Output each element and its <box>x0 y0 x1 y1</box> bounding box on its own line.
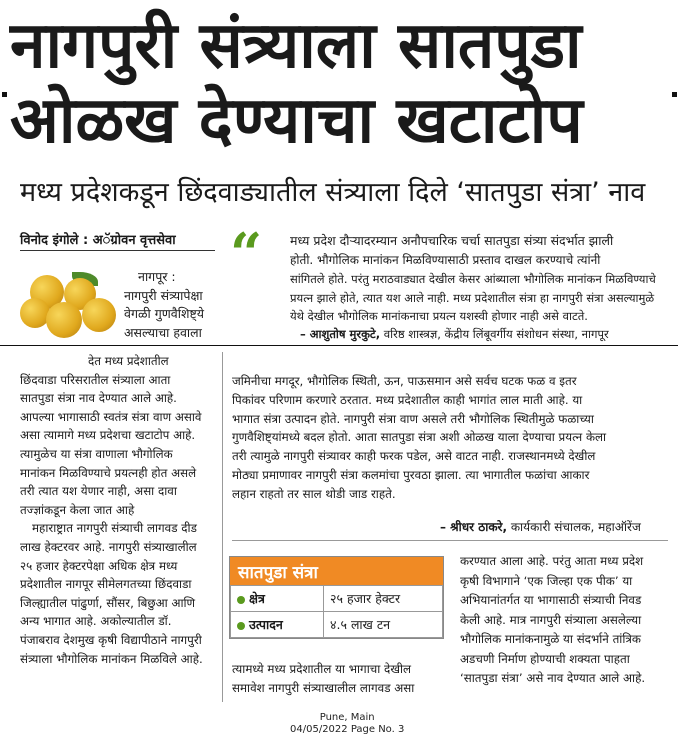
register-mark <box>2 92 7 97</box>
body-line: करण्यात आला आहे. परंतु आता मध्य प्रदेश <box>460 554 644 568</box>
body-line: अन्य भागात आहे. अकोल्यातील डॉ. <box>20 614 172 629</box>
body-line: मोठ्या प्रमाणावर नागपुरी संत्रा कलमांचा पुरवठा झाला. त्या भागातील फळांचा आकार <box>232 467 590 482</box>
center-attribution <box>440 518 641 535</box>
row-label: क्षेत्र <box>249 591 265 606</box>
quote-role: वरिष्ठ शास्त्रज्ञ, केंद्रीय लिंबूवर्गीय संशोधन संस्था, नागपूर <box>383 327 609 341</box>
body-line: तज्ज्ञांकडून केला जात आहे <box>20 502 135 517</box>
center-role: कार्यकारी संचालक, महाऑरेंज <box>510 520 641 534</box>
body-line: भागात संत्रा उत्पादन होते. नागपुरी संत्रा वाण असले तरी भौगोलिक स्थितीमुळे फळाच्या <box>232 411 594 426</box>
center-bottom <box>232 660 447 697</box>
body-line: पिकांवर परिणाम करणारे ठरतात. मध्य प्रदेशातील काही भागांत लाल माती आहे. या <box>232 392 583 407</box>
divider <box>20 250 215 251</box>
quote-line: मध्य प्रदेश दौऱ्यादरम्यान अनौपचारिक चर्चा सातपुडा संत्र्या संदर्भात झाली <box>290 233 614 248</box>
column-divider <box>222 352 223 702</box>
body-line: आपल्या भागासाठी स्वतंत्र संत्रा वाण असावे <box>20 409 202 424</box>
body-line: संत्र्याला भौगोलिक मानांकन मिळविले आहे. <box>20 651 203 666</box>
quote-line: प्रयत्न झाले होते, त्यात यश आले नाही. मध्य प्रदेशातील संत्रा हा नागपुरी संत्रा असल्यामुळे <box>290 290 655 305</box>
section-divider <box>0 345 678 346</box>
body-line: अडचणी निर्माण होण्याची शक्यता पाहता <box>460 651 630 666</box>
body-line: जिल्ह्यातील पांढुर्णा, सौंसर, बिछुआ आणि <box>20 595 196 610</box>
body-line: त्यामुळेच या संत्रा वाणाला भौगोलिक <box>20 446 173 461</box>
body-line: अभियानांतर्गत या भागासाठी संत्र्याची निवड <box>460 593 642 607</box>
headline-line-2: ओळख देण्याचा खटाटोप <box>10 84 583 158</box>
bullet-icon <box>237 622 245 630</box>
quote-block <box>290 251 665 270</box>
left-column <box>20 352 215 668</box>
infobox-title: सातपुडा संत्रा <box>230 557 443 585</box>
headline-line-1: नागपुरी संत्र्याला सातपुडा <box>10 9 582 83</box>
row-value: २५ हजार हेक्टर <box>324 586 443 612</box>
body-line: तरी त्यामुळे नागपुरी संत्र्यावर काही फरक पडेल, असे वाटत नाही. राजस्थानमध्ये देखील <box>232 449 596 464</box>
infobox <box>229 556 444 639</box>
body-line: प्रदेशातील नागपूर सीमेलगतच्या छिंदवाडा <box>20 577 192 592</box>
quote-line: येथे देखील भौगोलिक मानांकनाचा प्रयत्न यशस्वी होणार नाही असे वाटते. <box>290 309 588 324</box>
body-line: त्यामध्ये मध्य प्रदेशातील या भागाचा देखील <box>232 662 412 676</box>
body-line: देत मध्य प्रदेशातील <box>88 354 169 368</box>
page-footer <box>290 712 404 736</box>
body-line: असा त्यामागे मध्य प्रदेशचा खटाटोप आहे. <box>20 428 196 443</box>
row-label: उत्पादन <box>249 617 283 632</box>
body-line: मानांकन मिळविण्याचे प्रयत्नही होत असले <box>20 465 197 480</box>
byline: विनोद इंगोले : अॅग्रोवन वृत्तसेवा <box>20 233 176 248</box>
body-line: लाख हेक्टरवर आहे. नागपुरी संत्र्याखालील <box>20 539 197 554</box>
body-line: महाराष्ट्रात नागपुरी संत्र्याची लागवड दीड <box>32 521 197 536</box>
intro-line: नागपुरी संत्र्यापेक्षा <box>124 287 203 303</box>
body-line: केली आहे. मात्र नागपुरी संत्र्याला असलेल्या <box>460 612 642 627</box>
table-row <box>231 612 443 638</box>
orange-fruit <box>46 302 82 338</box>
center-column <box>232 372 668 504</box>
table-row <box>231 586 443 612</box>
quote-line: सांगितले होते. परंतु मराठवाड्यात देखील केसर आंब्याला भौगोलिक मानांकन मिळविण्याचे <box>290 272 656 286</box>
table-cell <box>231 612 324 638</box>
body-line: भौगोलिक मानांकनामुळे या संदर्भाने तांत्रिक <box>460 632 641 646</box>
quote-icon: “ <box>230 221 263 287</box>
bullet-icon <box>237 596 245 604</box>
body-line: ‘सातपुडा संत्रा’ असे नाव देण्यात आले आहे. <box>460 671 646 685</box>
body-line: कृषी विभागाने ‘एक जिल्हा एक पीक’ या <box>460 573 633 588</box>
body-line: तरी त्यात यश येणार नाही, असा दावा <box>20 484 177 499</box>
body-line: पंजाबराव देशमुख कृषी विद्यापीठाने नागपुरी <box>20 632 202 647</box>
quote-line: होती. भौगोलिक मानांकन मिळविण्यासाठी प्रस्ताव दाखल करण्याचे त्यांनी <box>290 253 601 267</box>
quote-block <box>290 270 668 326</box>
body-line: जमिनीचा मगदूर, भौगोलिक स्थिती, ऊन, पाऊसमान असे सर्वच घटक फळ व इतर <box>232 374 577 388</box>
row-value: ४.५ लाख टन <box>324 612 443 638</box>
body-line: छिंदवाडा परिसरातील संत्र्याला आता <box>20 372 171 387</box>
subheading: मध्य प्रदेशकडून छिंदवाड्यातील संत्र्याला दिले ‘सातपुडा संत्रा’ नाव <box>20 177 646 208</box>
quote-author: – आशुतोष मुरकुटे, <box>300 327 381 341</box>
intro-line: नागपूर : <box>138 269 176 284</box>
infobox-table <box>230 585 443 638</box>
left-intro <box>124 268 216 342</box>
body-line: गुणवैशिष्ट्यांमध्ये बदल होतो. आता सातपुडा संत्रा अशी ओळख याला देण्याचा प्रयत्न केला <box>232 430 607 445</box>
quote-attribution <box>300 327 609 342</box>
intro-line: वेगळी गुणवैशिष्ट्ये <box>124 306 205 322</box>
center-author: – श्रीधर ठाकरे, <box>440 520 508 534</box>
register-mark <box>672 92 677 97</box>
body-line: समावेश नागपुरी संत्र्याखालील लागवड असा <box>232 680 415 695</box>
footer-date-page: 04/05/2022 Page No. 3 <box>290 724 405 735</box>
right-column <box>460 552 668 689</box>
body-line: २५ हजार हेक्टरपेक्षा अधिक क्षेत्र मध्य <box>20 558 178 573</box>
orange-fruit <box>82 298 116 332</box>
intro-line: असल्याचा हवाला <box>124 324 202 340</box>
divider <box>232 540 668 541</box>
orange-photo <box>20 270 118 340</box>
body-line: लहान राहतो तर साल थोडी जाड राहते. <box>232 486 396 501</box>
quote-block <box>290 232 665 251</box>
footer-edition: Pune, Main <box>319 712 375 723</box>
body-line: सातपुडा संत्रा नाव देण्यात आले आहे. <box>20 391 177 406</box>
table-cell <box>231 586 324 612</box>
